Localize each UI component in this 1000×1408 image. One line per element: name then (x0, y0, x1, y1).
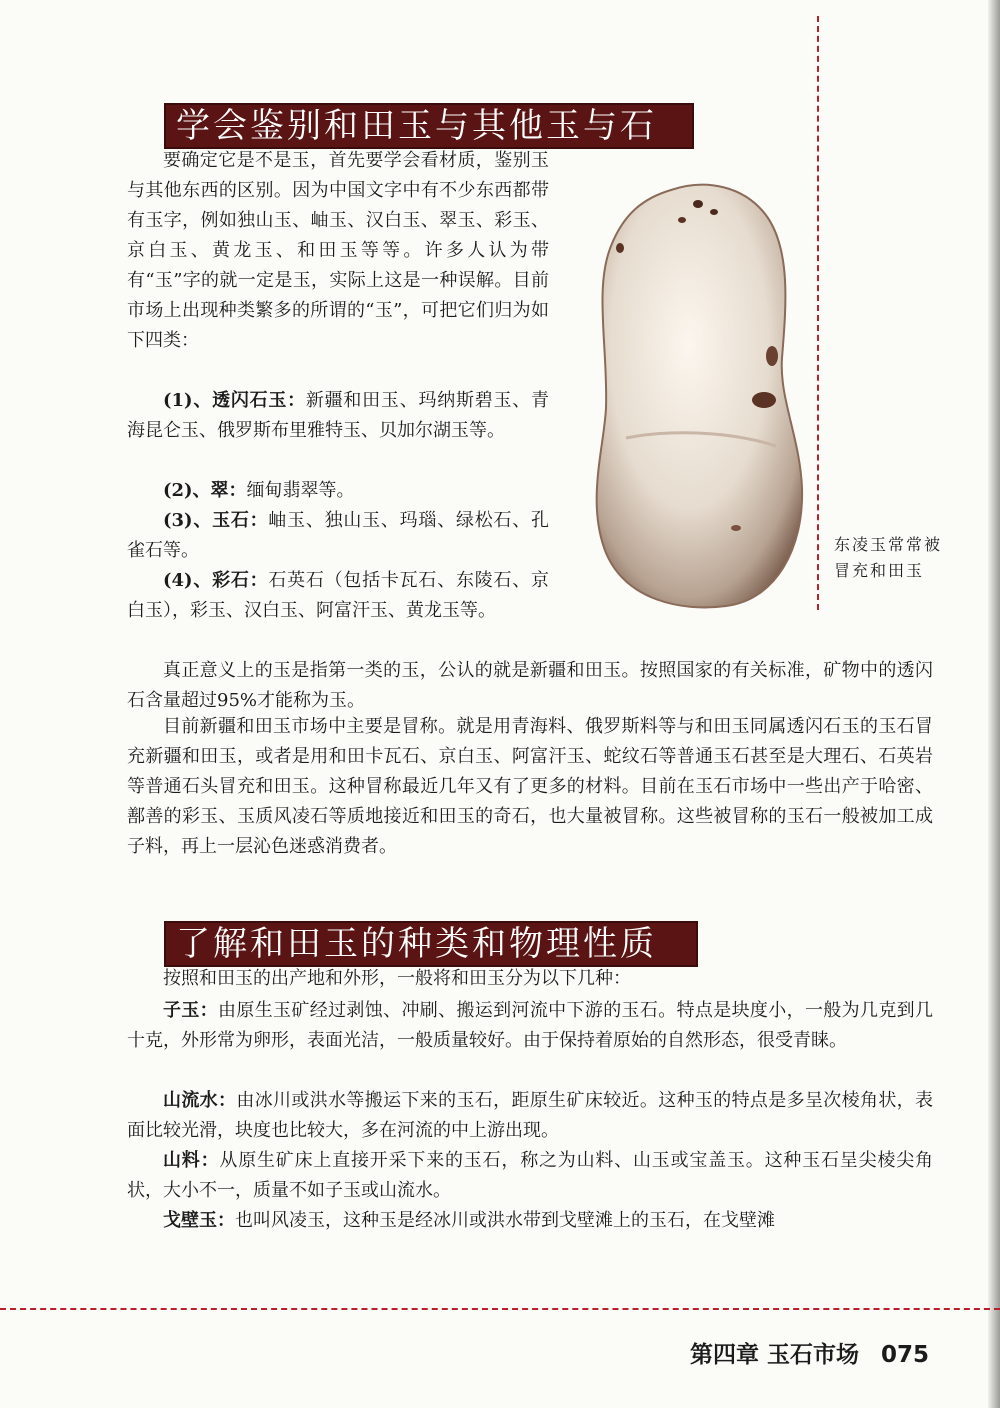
category-label: (4)、彩石： (163, 570, 269, 591)
paragraph-definition (127, 656, 933, 716)
paragraph-text: 目前新疆和田玉市场中主要是冒称。就是用青海料、俄罗斯料等与和田玉同属透闪石玉的玉石冒充新疆和田玉，或者是用和田卡瓦石、京白玉、阿富汗玉、蛇纹石等普通玉石甚至是大理石、石英岩等普通石头冒充和田玉。这种冒称最近几年又有了更多的材料。目前在玉石市场中一些出产于哈密、鄯善的彩玉、玉质风凌石等质地接近和田玉的奇石，也大量被冒称。这些被冒称的玉石一般被加工成子料，再上一层沁色迷惑消费者。 (127, 716, 933, 857)
paragraph-intro (127, 146, 549, 356)
paragraph-text: 按照和田玉的出产地和外形，一般将和田玉分为以下几种： (163, 968, 631, 989)
dashed-border-vertical (817, 16, 819, 610)
paragraph-category-2 (127, 476, 549, 506)
jade-pebble-photo (586, 168, 808, 610)
paragraph-category-1 (127, 386, 549, 446)
term-label: 子玉： (163, 1000, 219, 1021)
category-label: (3)、玉石： (163, 510, 269, 531)
paragraph-text: 岫玉、独山玉、玛瑙、绿松石、孔雀石等。 (127, 510, 549, 561)
figure-caption: 东凌玉常常被冒充和田玉 (834, 535, 943, 580)
term-label: 山流水： (163, 1090, 237, 1111)
paragraph-shanliushui (127, 1086, 933, 1146)
dashed-border-horizontal (0, 1308, 1000, 1310)
paragraph-text: 由原生玉矿经过剥蚀、冲刷、搬运到河流中下游的玉石。特点是块度小，一般为几克到几十克，外形常为卵形，表面光洁，一般质量较好。由于保持着原始的自然形态，很受青睐。 (127, 1000, 934, 1051)
page-edge-shadow (988, 0, 1000, 1408)
paragraph-text: 从原生矿床上直接开采下来的玉石，称之为山料、山玉或宝盖玉。这种玉石呈尖棱尖角状，大小不一，质量不如子玉或山流水。 (127, 1150, 934, 1201)
paragraph-ziyu (127, 996, 933, 1056)
section-heading-jade-types: 了解和田玉的种类和物理性质 (164, 921, 698, 967)
paragraph-category-4 (127, 566, 549, 626)
paragraph-text: 也叫风凌玉，这种玉是经冰川或洪水带到戈壁滩上的玉石，在戈壁滩 (235, 1210, 775, 1231)
page-footer (690, 1336, 970, 1369)
paragraph-category-3 (127, 506, 549, 566)
paragraph-text: 新疆和田玉、玛纳斯碧玉、青海昆仑玉、俄罗斯布里雅特玉、贝加尔湖玉等。 (127, 390, 550, 441)
paragraph-gebiyu (127, 1206, 933, 1236)
paragraph-types-intro (127, 964, 933, 994)
category-label: (1)、透闪石玉： (163, 390, 306, 411)
page-number: 075 (881, 1342, 930, 1368)
category-label: (2)、翠： (163, 480, 247, 501)
paragraph-text: 要确定它是不是玉，首先要学会看材质，鉴别玉与其他东西的区别。因为中国文字中有不少东西都带有玉字，例如独山玉、岫玉、汉白玉、翠玉、彩玉、京白玉、黄龙玉、和田玉等等。许多人认为带有“玉”字的就一定是玉，实际上这是一种误解。目前市场上出现种类繁多的所谓的“玉”，可把它们归为如下四类： (127, 150, 549, 351)
section-heading-identify-jade: 学会鉴别和田玉与其他玉与石 (164, 103, 694, 149)
term-label: 戈壁玉： (163, 1210, 235, 1231)
paragraph-text: 真正意义上的玉是指第一类的玉，公认的就是新疆和田玉。按照国家的有关标准，矿物中的透闪石含量超过95%才能称为玉。 (127, 660, 933, 711)
paragraph-shanliao (127, 1146, 933, 1206)
term-label: 山料： (163, 1150, 220, 1171)
paragraph-text: 石英石（包括卡瓦石、东陵石、京白玉），彩玉、汉白玉、阿富汗玉、黄龙玉等。 (127, 570, 549, 621)
chapter-title: 第四章 玉石市场 (690, 1341, 860, 1368)
paragraph-text: 由冰川或洪水等搬运下来的玉石，距原生矿床较近。这种玉的特点是多呈次棱角状，表面比较光滑，块度也比较大，多在河流的中上游出现。 (127, 1090, 934, 1141)
paragraph-market (127, 712, 933, 862)
paragraph-text: 缅甸翡翠等。 (246, 480, 355, 501)
